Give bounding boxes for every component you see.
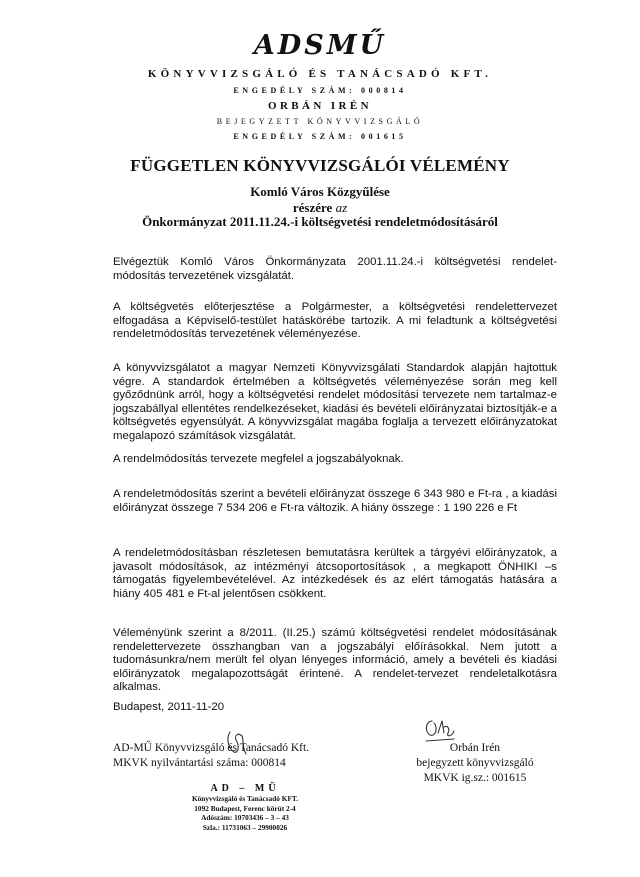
subject-line: Önkormányzat 2011.11.24.-i költségvetési rendeletmódosításáról <box>142 214 498 229</box>
auditor-signature-name: Orbán Irén <box>449 742 501 754</box>
stamp-title: AD – MŰ <box>210 783 280 794</box>
document-title: FÜGGETLEN KÖNYVVIZSGÁLÓI VÉLEMÉNY <box>130 156 510 175</box>
place-date: Budapest, 2011-11-20 <box>113 701 225 713</box>
paragraph-scope: Elvégeztük Komló Város Önkormányzata 2001.11.24.-i költségvetési rendelet-módosítás tervezetének vizsgálatát. <box>113 256 557 282</box>
paragraph-standards: A könyvvizsgálatot a magyar Nemzeti Könyvvizsgálati Standardok alapján hajtottuk végre. A standardok értelmében a költségvetés véleményezése során meg kell győződnünk arról, hogy a költségvetési rendelet módosítási tervezete nem tartalmaz-e jogszabállyal ellentétes rendelkezéseket, kiadási és bevételi előirányzatai biztosítják-e a költségvetés egyensúlyát. A könyvvizsgálat magába foglalja a tervezett előirányzatokat megalapozó számítások vizsgálatát. <box>113 362 557 442</box>
stamp-address: 1092 Budapest, Ferenc körút 2-4 <box>194 803 296 813</box>
signature-block-company <box>113 741 309 771</box>
company-logo: ADSMŰ <box>253 30 387 61</box>
company-name: KÖNYVVIZSGÁLÓ ÉS TANÁCSADÓ KFT. <box>147 68 493 80</box>
company-registration-number: MKVK nyilvántartási száma: 000814 <box>113 757 286 769</box>
stamp-tax-number: Adószám: 10703436 – 3 – 43 <box>201 813 289 823</box>
company-stamp <box>170 783 320 832</box>
stamp-bank-account: Szla.: 11731063 – 29900026 <box>202 822 288 832</box>
company-license: ENGEDÉLY SZÁM: 000814 <box>233 86 407 95</box>
for-prefix: részére <box>292 200 333 215</box>
auditor-title: BEJEGYZETT KÖNYVVIZSGÁLÓ <box>216 117 424 126</box>
paragraph-responsibility: A költségvetés előterjesztése a Polgármester, a költségvetési rendelettervezet elfogadása a Képviselő-testület hatáskörébe tartozik. A mi feladtunk a költségvetési rendeletmódosítás tervezetének véleményezése. <box>113 301 557 341</box>
auditor-signature-title: bejegyzett könyvvizsgáló <box>416 757 534 769</box>
paragraph-opinion: Véleményünk szerint a 8/2011. (II.25.) számú költségvetési rendelet módosításának rendelettervezete összhangban van a jogszabályi előírásokkal. Nem jutott a tudomásunkra/nem merült fel olyan lényeges információ, amely a bevételi és kiadási előirányzatok megalapozottságát érintené. A rendelet-tervezet rendeletalkotásra alkalmas. <box>113 627 557 694</box>
paragraph-figures: A rendeletmódosítás szerint a bevételi előirányzat összege 6 343 980 e Ft-ra , a kiadási előirányzat összege 7 534 206 e Ft-ra változik. A hiány összege : 1 190 226 e Ft <box>113 488 557 514</box>
signature-block-auditor <box>380 741 570 786</box>
for-suffix: az <box>335 200 348 215</box>
stamp-company: Könyvvizsgáló és Tanácsadó KFT. <box>191 794 299 803</box>
auditor-name: ORBÁN IRÉN <box>268 100 372 112</box>
paragraph-compliance: A rendelmódosítás tervezete megfelel a jogszabályoknak. <box>113 453 404 465</box>
paragraph-details: A rendeletmódosításban részletesen bemutatásra kerültek a tárgyévi előirányzatok, a javasolt módosítások, az intézményi átcsoportosítások , a megkapott ÖNHIKI –s támogatás figyelembevételével. Az intézkedések és az elért támogatás hatására a hiány 405 481 e Ft-al jelentősen csökkent. <box>113 547 557 600</box>
company-signature-name: AD-MŰ Könyvvizsgáló és Tanácsadó Kft. <box>113 742 310 754</box>
auditor-registration-number: MKVK ig.sz.: 001615 <box>423 772 527 784</box>
recipient: Komló Város Közgyűlése <box>250 184 390 199</box>
auditor-license: ENGEDÉLY SZÁM: 001615 <box>233 132 407 141</box>
